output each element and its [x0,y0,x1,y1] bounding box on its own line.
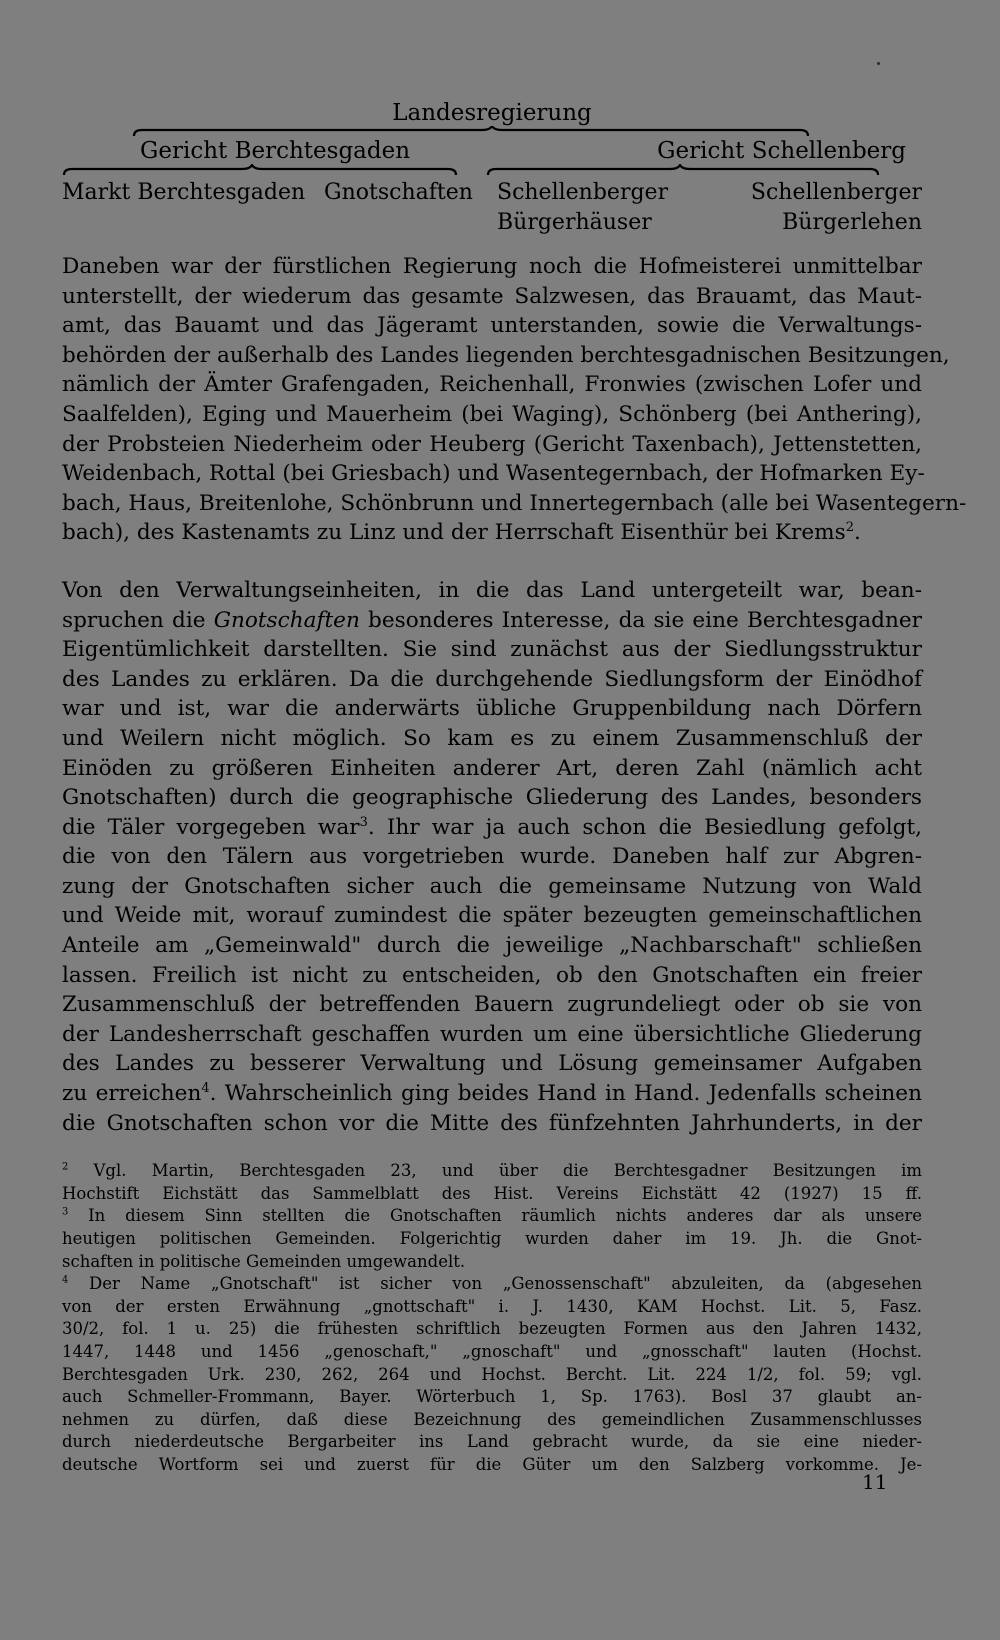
footnote-line: nehmen zu dürfen, daß diese Bezeichnung des gemeindlichen Zusammenschlusses [62,1409,922,1429]
footnote-line: $^2$ Vgl. Martin, Berchtesgaden 23, und über die Berchtesgadner Besitzungen im [62,1161,922,1181]
footnotes [62,1160,922,1476]
text-line: unterstellt, der wiederum das gesamte Salzwesen, das Brauamt, das Maut- [62,283,922,309]
text-line: war und ist, war die anderwärts übliche Gruppenbildung nach Dörfern [62,696,922,722]
unit-buergerlehen: Schellenberger Bürgerlehen [750,180,922,235]
footnote-line: schaften in politische Gemeinden umgewandelt. [62,1251,466,1271]
footnote-line: auch Schmeller-Frommann, Bayer. Wörterbuch 1, Sp. 1763). Bosl 37 glaubt an- [62,1387,922,1407]
root-brace [62,126,922,136]
court-braces [62,164,922,174]
unit-row [62,178,922,238]
paragraph-administration [62,252,967,548]
court-row [62,138,922,164]
page-body [62,100,967,1477]
text-line: Gnotschaften) durch die geographische Gliederung des Landes, besonders [62,785,922,811]
footnote-line: von der ersten Erwähnung „gnottschaft" i. J. 1430, KAM Hochst. Lit. 5, Fasz. [62,1296,922,1316]
text-line: Saalfelden), Eging und Mauerheim (bei Waging), Schönberg (bei Anthering), [62,401,922,427]
footnote-line: $^4$ Der Name „Gnotschaft" ist sicher von „Genossenschaft" abzuleiten, da (abgesehen [62,1274,922,1294]
text-line: und Weide mit, worauf zumindest die später bezeugten gemeinschaftlichen [62,903,922,929]
text-line: Weidenbach, Rottal (bei Griesbach) und Wasentegernbach, der Hofmarken Ey- [62,461,925,487]
text-line: bach), des Kastenamts zu Linz und der Herrschaft Eisenthür bei Krems$^2$. [62,520,861,546]
text-line: Einöden zu größeren Einheiten anderer Art, deren Zahl (nämlich acht [62,755,922,781]
footnote-line: heutigen politischen Gemeinden. Folgerichtig wurden daher im 19. Jh. die Gnot- [62,1229,922,1248]
footnote-line: durch niederdeutsche Bergarbeiter ins Land gebracht wurde, da sie eine nieder- [62,1432,922,1452]
text-line: zu erreichen$^4$. Wahrscheinlich ging beides Hand in Hand. Jedenfalls scheinen [62,1080,922,1107]
text-line: und Weilern nicht möglich. So kam es zu einem Zusammenschluß der [62,725,922,751]
text-line: Von den Verwaltungseinheiten, in die das Land untergeteilt war, bean- [62,577,922,603]
court-schellenberg: Gericht Schellenberg [657,138,906,164]
court-berchtesgaden: Gericht Berchtesgaden [140,138,411,164]
footnote-line: deutsche Wortform sei und zuerst für die Güter um den Salzberg vorkomme. Je- [62,1454,922,1474]
unit-buergerhaeuser: Schellenberger Bürgerhäuser [497,180,669,235]
text-line: Zusammenschluß der betreffenden Bauern zugrundeliegt oder ob sie von [62,992,922,1018]
footnote-line: 30/2, fol. 1 u. 25) die frühesten schriftlich bezeugten Formen aus den Jahren 1432, [62,1319,922,1339]
text-line: lassen. Freilich ist nicht zu entscheiden, ob den Gnotschaften ein freier [62,962,922,988]
footnote-line: $^3$ In diesem Sinn stellten die Gnotschaften räumlich nichts anderes dar als unsere [62,1206,922,1226]
text-line: Daneben war der fürstlichen Regierung noch die Hofmeisterei unmittelbar [62,254,922,279]
page-number: 11 [862,1470,888,1494]
unit-gnotschaften: Gnotschaften [324,180,473,205]
text-line: der Probsteien Niederheim oder Heuberg (Gericht Taxenbach), Jettenstetten, [62,431,922,457]
tree-root: Landesregierung [392,100,592,126]
text-line: die Täler vorgegeben war$^3$. Ihr war ja auch schon die Besiedlung gefolgt, [62,814,922,840]
text-line: die Gnotschaften schon vor die Mitte des fünfzehnten Jahrhunderts, in der [62,1110,922,1136]
footnote-line: Hochstift Eichstätt das Sammelblatt des Hist. Vereins Eichstätt 42 (1927) 15 ff. [62,1183,922,1203]
text-line: spruchen die Gnotschaften besonderes Interesse, da sie eine Berchtesgadner [62,607,922,633]
speck [877,62,880,65]
text-line: des Landes zu erklären. Da die durchgehende Siedlungsform der Einödhof [62,666,922,692]
text-line: des Landes zu besserer Verwaltung und Lösung gemeinsamer Aufgaben [62,1051,922,1077]
unit-markt: Markt Berchtesgaden [62,180,306,205]
paragraph-gnotschaften [62,576,922,1138]
text-line: nämlich der Ämter Grafengaden, Reichenhall, Fronwies (zwischen Lofer und [62,372,922,398]
text-line: amt, das Bauamt und das Jägeramt unterstanden, sowie die Verwaltungs- [62,313,922,339]
text-line: bach, Haus, Breitenlohe, Schönbrunn und Innertegernbach (alle bei Wasentegern- [62,490,967,516]
text-line: die von den Tälern aus vorgetrieben wurde. Daneben half zur Abgren- [62,844,922,870]
text-line: behörden der außerhalb des Landes liegenden berchtesgadnischen Besitzungen, [62,342,950,368]
footnote-line: Berchtesgaden Urk. 230, 262, 264 und Hochst. Bercht. Lit. 224 1/2, fol. 59; vgl. [62,1364,922,1384]
text-line: Eigentümlichkeit darstellten. Sie sind zunächst aus der Siedlungsstruktur [62,637,922,663]
text-line: der Landesherrschaft geschaffen wurden um eine übersichtliche Gliederung [62,1021,922,1047]
text-line: zung der Gnotschaften sicher auch die gemeinsame Nutzung von Wald [62,873,922,899]
text-line: Anteile am „Gemeinwald" durch die jeweilige „Nachbarschaft" schließen [62,933,922,959]
footnote-line: 1447, 1448 und 1456 „genoschaft," „gnoschaft" und „gnosschaft" lauten (Hochst. [62,1341,922,1361]
